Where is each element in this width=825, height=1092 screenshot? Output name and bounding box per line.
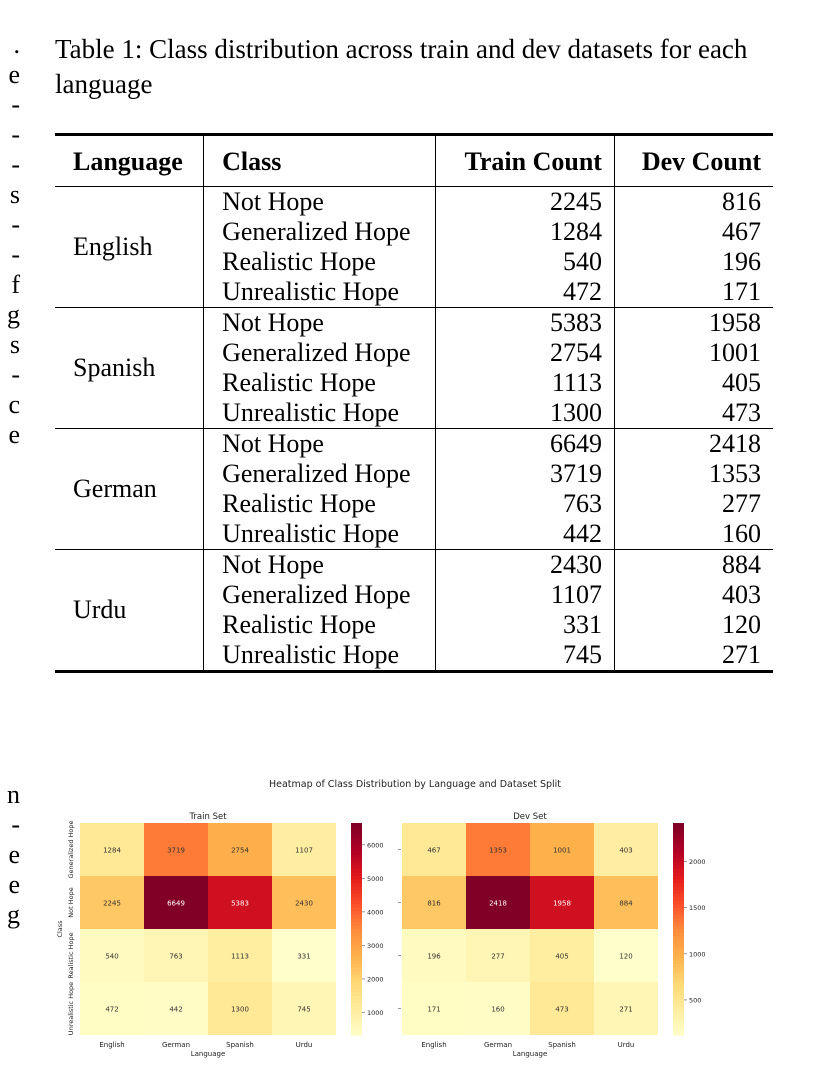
colorbar-tick-label: 1000 [367, 1009, 384, 1018]
dev-count-cell [614, 429, 773, 550]
class-value: Generalized Hope [222, 217, 411, 246]
colorbar-segment [351, 844, 362, 848]
train-count-value: 472 [562, 277, 602, 306]
colorbar-segment [351, 841, 362, 845]
x-tick-label: Spanish [548, 1041, 576, 1049]
colorbar-segment [351, 989, 362, 993]
heatmap-cell-label: 1113 [231, 952, 249, 961]
train-count-cell [436, 187, 614, 308]
heatmap-cell-label: 3719 [167, 846, 185, 855]
panel-title: Train Set [189, 812, 227, 822]
colorbar-segment [673, 851, 684, 855]
x-axis-label: Language [190, 1050, 226, 1058]
colorbar-segment [351, 943, 362, 947]
colorbar-segment [351, 858, 362, 862]
class-value: Unrealistic Hope [222, 519, 399, 548]
dev-count-value: 160 [722, 519, 761, 548]
colorbar-segment [673, 911, 684, 915]
colorbar-segment [351, 1014, 362, 1018]
colorbar-segment [673, 841, 684, 845]
colorbar-segment [351, 883, 362, 887]
heatmap-cell-label: 1107 [295, 846, 313, 855]
heatmap-cell-label: 196 [427, 952, 441, 961]
language-cell: English [55, 187, 204, 308]
colorbar-tick-label: 1000 [689, 950, 706, 959]
dev-count-value: 120 [722, 610, 761, 639]
train-count-value: 5383 [549, 308, 602, 337]
class-distribution-table [55, 133, 773, 673]
class-value: Realistic Hope [222, 368, 376, 397]
heatmap-svg [55, 770, 775, 1070]
colorbar-segment [673, 978, 684, 982]
class-value: Unrealistic Hope [222, 640, 399, 669]
left-fragment-char: - [11, 360, 20, 389]
dev-count-value: 405 [722, 368, 761, 397]
class-value: Not Hope [222, 429, 324, 458]
table-group-row [55, 550, 773, 672]
colorbar-segment [351, 964, 362, 968]
colorbar-segment [673, 968, 684, 972]
colorbar-segment [673, 897, 684, 901]
dev-count-value: 271 [722, 640, 761, 669]
colorbar-tick-label: 3000 [367, 941, 384, 950]
x-tick-label: Spanish [226, 1041, 254, 1049]
heatmap-cell-label: 6649 [167, 899, 185, 908]
colorbar-segment [673, 933, 684, 937]
colorbar-segment [351, 986, 362, 990]
class-value: Not Hope [222, 308, 324, 337]
colorbar-segment [673, 901, 684, 905]
colorbar-segment [351, 961, 362, 965]
x-tick-label: Urdu [295, 1041, 313, 1049]
dev-count-value: 884 [722, 550, 761, 579]
colorbar-segment [673, 950, 684, 954]
colorbar-tick-label: 5000 [367, 874, 384, 883]
colorbar-segment [673, 1024, 684, 1028]
colorbar-segment [673, 993, 684, 997]
train-count-cell [436, 308, 614, 429]
colorbar-segment [351, 1031, 362, 1035]
colorbar-segment [673, 887, 684, 891]
heatmap-cell-label: 120 [619, 952, 633, 961]
heatmap-figure [55, 770, 775, 1070]
colorbar-tick-label: 500 [689, 996, 702, 1005]
heatmap-cell-label: 2754 [231, 846, 249, 855]
x-axis-label: Language [512, 1050, 548, 1058]
colorbar-segment [351, 827, 362, 831]
left-fragment-char: - [11, 150, 20, 179]
colorbar-segment [351, 855, 362, 859]
colorbar-segment [673, 862, 684, 866]
dev-count-value: 1001 [709, 338, 761, 367]
table-header-row [55, 135, 773, 187]
y-tick-label: Not Hope [67, 887, 75, 918]
colorbar-segment [351, 890, 362, 894]
class-cell [204, 429, 436, 550]
x-tick-label: English [99, 1041, 125, 1049]
class-value: Realistic Hope [222, 247, 376, 276]
class-value: Realistic Hope [222, 610, 376, 639]
colorbar-segment [673, 957, 684, 961]
colorbar-segment [351, 837, 362, 841]
colorbar-segment [351, 925, 362, 929]
header-dev-count: Dev Count [614, 135, 773, 187]
heatmap-cell-label: 277 [491, 952, 505, 961]
colorbar-segment [673, 876, 684, 880]
language-cell: Urdu [55, 550, 204, 672]
left-fragment-char: e [8, 840, 20, 869]
train-count-value: 763 [562, 489, 602, 518]
colorbar-tick-label: 2000 [367, 975, 384, 984]
colorbar-segment [673, 922, 684, 926]
colorbar-segment [351, 904, 362, 908]
colorbar-segment [351, 929, 362, 933]
left-column-fragment [0, 30, 22, 1030]
colorbar-segment [673, 848, 684, 852]
dev-count-cell [614, 308, 773, 429]
colorbar-segment [673, 1014, 684, 1018]
colorbar-segment [673, 827, 684, 831]
left-fragment-char: f [11, 270, 20, 299]
colorbar-segment [673, 865, 684, 869]
colorbar-segment [351, 933, 362, 937]
heatmap-cell-label: 473 [555, 1005, 569, 1014]
header-train-count: Train Count [436, 135, 614, 187]
colorbar-segment [673, 1007, 684, 1011]
left-fragment-char: - [11, 120, 20, 149]
heatmap-cell-label: 171 [427, 1005, 441, 1014]
dev-count-value: 403 [722, 580, 761, 609]
heatmap-cell-label: 763 [169, 952, 183, 961]
class-cell [204, 308, 436, 429]
heatmap-cell-label: 271 [619, 1005, 633, 1014]
class-value: Generalized Hope [222, 459, 411, 488]
colorbar-segment [351, 975, 362, 979]
left-fragment-char: e [8, 420, 20, 449]
colorbar-segment [673, 915, 684, 919]
train-count-value: 6649 [549, 429, 602, 458]
class-value: Generalized Hope [222, 338, 411, 367]
colorbar-segment [673, 894, 684, 898]
heatmap-cell-label: 331 [297, 952, 311, 961]
dev-count-cell [614, 187, 773, 308]
colorbar-segment [351, 971, 362, 975]
colorbar-tick-label: 6000 [367, 841, 384, 850]
y-tick-label: Generalized Hope [67, 820, 75, 879]
heatmap-cell-label: 5383 [231, 899, 249, 908]
colorbar-segment [351, 940, 362, 944]
heatmap-cell-label: 472 [105, 1005, 119, 1014]
colorbar-segment [351, 947, 362, 951]
colorbar-segment [673, 834, 684, 838]
class-cell [204, 550, 436, 672]
colorbar-segment [673, 954, 684, 958]
colorbar-segment [673, 837, 684, 841]
colorbar-segment [673, 996, 684, 1000]
colorbar-segment [673, 1010, 684, 1014]
train-count-value: 3719 [549, 459, 602, 488]
colorbar-segment [673, 971, 684, 975]
heatmap-cell-label: 467 [427, 846, 441, 855]
colorbar-segment [351, 1021, 362, 1025]
colorbar-segment [673, 872, 684, 876]
heatmap-cell-label: 884 [619, 899, 633, 908]
heatmap-cell-label: 745 [297, 1005, 311, 1014]
colorbar-tick-label: 2000 [689, 858, 706, 867]
colorbar-segment [351, 957, 362, 961]
dev-count-value: 467 [722, 217, 761, 246]
train-count-value: 1107 [550, 580, 602, 609]
colorbar-segment [673, 964, 684, 968]
colorbar-segment [351, 894, 362, 898]
class-value: Generalized Hope [222, 580, 411, 609]
dev-count-value: 1353 [709, 459, 761, 488]
heatmap-cell-label: 403 [619, 846, 633, 855]
colorbar-segment [673, 908, 684, 912]
colorbar-segment [351, 834, 362, 838]
table-group-row [55, 308, 773, 429]
colorbar-segment [351, 968, 362, 972]
left-fragment-char: e [8, 870, 20, 899]
left-fragment-char: n [7, 780, 20, 809]
colorbar-segment [673, 858, 684, 862]
colorbar-tick-label: 1500 [689, 904, 706, 913]
y-tick-label: Unrealistic Hope [67, 981, 75, 1036]
colorbar-segment [351, 936, 362, 940]
heatmap-cell-label: 442 [169, 1005, 183, 1014]
colorbar-segment [351, 851, 362, 855]
train-count-value: 442 [562, 519, 602, 548]
colorbar-segment [673, 904, 684, 908]
left-fragment-char: - [11, 240, 20, 269]
colorbar-segment [351, 897, 362, 901]
colorbar-segment [351, 1017, 362, 1021]
heatmap-cell-label: 2418 [489, 899, 507, 908]
heatmap-cell-label: 540 [105, 952, 119, 961]
colorbar-tick-label: 4000 [367, 908, 384, 917]
train-count-cell [436, 429, 614, 550]
colorbar-segment [673, 986, 684, 990]
dev-count-value: 473 [722, 398, 761, 427]
table-group-row [55, 429, 773, 550]
colorbar-segment [351, 887, 362, 891]
heatmap-title: Heatmap of Class Distribution by Language and Dataset Split [268, 779, 562, 790]
colorbar-segment [673, 823, 684, 827]
colorbar-segment [673, 1028, 684, 1032]
left-fragment-char: - [11, 90, 20, 119]
train-count-value: 2430 [549, 550, 602, 579]
colorbar-segment [351, 1007, 362, 1011]
colorbar-segment [673, 844, 684, 848]
colorbar-segment [351, 830, 362, 834]
colorbar-segment [351, 901, 362, 905]
header-class: Class [204, 135, 436, 187]
left-fragment-char: g [7, 900, 20, 929]
colorbar-segment [673, 975, 684, 979]
colorbar-segment [351, 872, 362, 876]
class-value: Not Hope [222, 550, 324, 579]
colorbar-segment [673, 947, 684, 951]
colorbar-segment [673, 961, 684, 965]
class-value: Realistic Hope [222, 489, 376, 518]
colorbar-segment [673, 1003, 684, 1007]
colorbar-segment [673, 1000, 684, 1004]
colorbar-segment [673, 982, 684, 986]
dev-count-value: 171 [722, 277, 761, 306]
language-cell: German [55, 429, 204, 550]
left-fragment-char: s [9, 330, 20, 359]
colorbar-segment [351, 1024, 362, 1028]
x-tick-label: Urdu [617, 1041, 635, 1049]
colorbar-segment [351, 865, 362, 869]
left-fragment-char: - [11, 810, 20, 839]
y-axis-label: Class [56, 920, 64, 938]
dev-count-value: 196 [722, 247, 761, 276]
heatmap-cell-label: 1958 [553, 899, 571, 908]
left-fragment-char: e [8, 60, 20, 89]
train-count-value: 2245 [549, 187, 602, 216]
colorbar-segment [351, 950, 362, 954]
x-tick-label: German [161, 1041, 191, 1049]
y-tick-label: Realistic Hope [67, 932, 75, 979]
table-group-row [55, 187, 773, 308]
colorbar-segment [673, 1021, 684, 1025]
heatmap-cell-label: 1001 [553, 846, 571, 855]
colorbar-segment [673, 890, 684, 894]
colorbar-segment [351, 911, 362, 915]
class-value: Unrealistic Hope [222, 277, 399, 306]
colorbar-segment [673, 1017, 684, 1021]
colorbar-segment [351, 993, 362, 997]
colorbar-segment [673, 869, 684, 873]
class-cell [204, 187, 436, 308]
left-fragment-char: - [11, 210, 20, 239]
language-cell: Spanish [55, 308, 204, 429]
colorbar-segment [351, 1010, 362, 1014]
colorbar-segment [673, 830, 684, 834]
colorbar-segment [351, 996, 362, 1000]
heatmap-cell-label: 1300 [231, 1005, 249, 1014]
left-fragment-char: s [9, 180, 20, 209]
class-value: Unrealistic Hope [222, 398, 399, 427]
colorbar-segment [351, 908, 362, 912]
x-tick-label: English [421, 1041, 447, 1049]
colorbar-segment [351, 823, 362, 827]
train-count-value: 1300 [549, 398, 602, 427]
colorbar-segment [673, 1031, 684, 1035]
colorbar-segment [351, 982, 362, 986]
left-fragment-char: g [7, 300, 20, 329]
x-tick-label: German [483, 1041, 513, 1049]
colorbar-segment [351, 876, 362, 880]
colorbar-segment [673, 943, 684, 947]
dev-count-value: 2418 [709, 429, 761, 458]
colorbar-segment [673, 918, 684, 922]
class-value: Not Hope [222, 187, 324, 216]
colorbar-segment [673, 929, 684, 933]
heatmap-cell-label: 405 [555, 952, 569, 961]
train-count-value: 540 [562, 247, 602, 276]
colorbar-segment [673, 880, 684, 884]
left-fragment-char: . [13, 30, 20, 59]
colorbar-segment [351, 954, 362, 958]
colorbar-segment [351, 869, 362, 873]
train-count-value: 1284 [549, 217, 602, 246]
colorbar-segment [351, 922, 362, 926]
colorbar-segment [351, 978, 362, 982]
colorbar-segment [351, 1028, 362, 1032]
train-count-cell [436, 550, 614, 672]
colorbar-segment [351, 1000, 362, 1004]
heatmap-cell-label: 160 [491, 1005, 505, 1014]
colorbar-segment [673, 883, 684, 887]
dev-count-cell [614, 550, 773, 672]
panel-title: Dev Set [513, 812, 547, 822]
colorbar-segment [673, 855, 684, 859]
heatmap-cell-label: 1353 [489, 846, 507, 855]
colorbar-segment [673, 989, 684, 993]
dev-count-value: 816 [722, 187, 761, 216]
heatmap-cell-label: 2430 [295, 899, 313, 908]
train-count-value: 745 [562, 640, 602, 669]
colorbar-segment [673, 936, 684, 940]
train-count-value: 331 [562, 610, 602, 639]
heatmap-cell-label: 2245 [103, 899, 121, 908]
header-language: Language [55, 135, 204, 187]
heatmap-cell-label: 816 [427, 899, 441, 908]
train-count-value: 1113 [551, 368, 602, 397]
colorbar-segment [351, 915, 362, 919]
colorbar-segment [351, 862, 362, 866]
left-fragment-char: c [8, 390, 20, 419]
colorbar-segment [351, 880, 362, 884]
colorbar-segment [351, 848, 362, 852]
dev-count-value: 1958 [709, 308, 761, 337]
colorbar-segment [351, 1003, 362, 1007]
colorbar-segment [673, 925, 684, 929]
table-caption: Table 1: Class distribution across train and dev datasets for each language [55, 34, 748, 99]
train-count-value: 2754 [549, 338, 602, 367]
colorbar-segment [673, 940, 684, 944]
dev-count-value: 277 [722, 489, 761, 518]
colorbar-segment [351, 918, 362, 922]
heatmap-cell-label: 1284 [103, 846, 121, 855]
